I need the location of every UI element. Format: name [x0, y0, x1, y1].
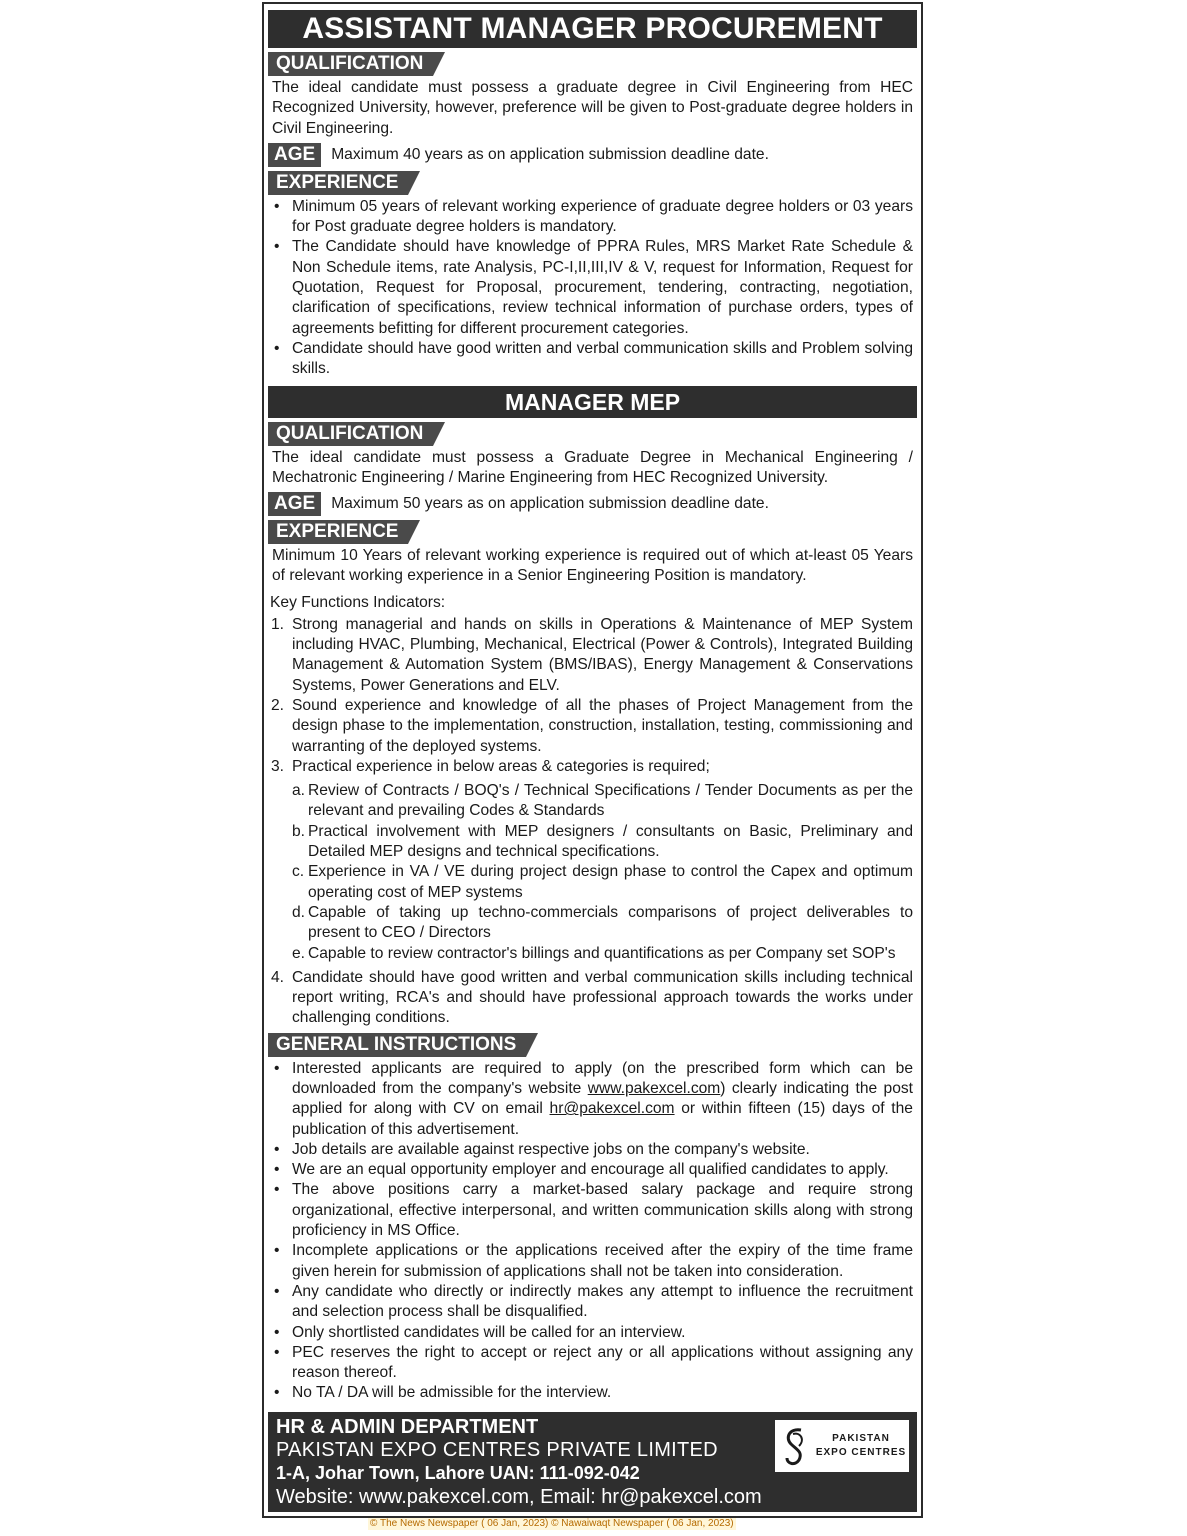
list-item: • Candidate should have good written and verbal communication skills and Problem solving skills. — [292, 339, 913, 380]
list-item: 2. Sound experience and knowledge of all the phases of Project Management from the design phase to the implementation, construction, installation, testing, commissioning and warranting of the deployed systems. — [271, 696, 913, 755]
kfi-heading: Key Functions Indicators: — [270, 593, 446, 611]
list-item: • We are an equal opportunity employer and encourage all qualified candidates to apply. — [292, 1160, 913, 1180]
footer-company: PAKISTAN EXPO CENTRES PRIVATE LIMITED — [276, 1439, 718, 1461]
kfi-list — [270, 615, 913, 1029]
general-instructions-list — [272, 1059, 913, 1404]
job2-experience-label: EXPERIENCE — [268, 520, 408, 544]
expo-logo-icon — [781, 1424, 811, 1470]
job2-qualification-label: QUALIFICATION — [268, 422, 433, 446]
list-item: • No TA / DA will be admissible for the interview. — [292, 1383, 913, 1403]
footer-contact: Website: www.pakexcel.com, Email: hr@pakexcel.com — [276, 1486, 762, 1508]
job1-title: ASSISTANT MANAGER PROCUREMENT — [268, 10, 917, 48]
job1-experience-list — [272, 197, 913, 380]
sub-list-item: a. Review of Contracts / BOQ's / Technical Specifications / Tender Documents as per the relevant and prevailing Codes & Standards — [292, 782, 913, 820]
footer-address: 1-A, Johar Town, Lahore UAN: 111-092-042 — [276, 1463, 640, 1483]
list-item: 4. Candidate should have good written and verbal communication skills including technical report writing, RCA's and should have professional approach towards the works under challenging conditions. — [271, 968, 913, 1027]
list-item: • Minimum 05 years of relevant working experience of graduate degree holders or 03 years for Post graduate degree holders is mandatory. — [292, 197, 913, 238]
list-item: • Interested applicants are required to apply (on the prescribed form which can be downloaded from the company's website www.pakexcel.com) clearly indicating the post applied for along with CV on email hr@pakexcel.com or within fifteen (15) days of the publication of this advertisement. — [292, 1059, 913, 1140]
job2-experience-text: Minimum 10 Years of relevant working experience is required out of which at-least 05 Years of relevant working experience in a Senior Engineering Position is mandatory. — [272, 547, 913, 585]
company-logo — [773, 1418, 911, 1474]
job1-age-label: AGE — [268, 143, 321, 167]
logo-text-2: EXPO CENTRES — [815, 1447, 907, 1458]
sub-list-item: c. Experience in VA / VE during project design phase to control the Capex and optimum operating cost of MEP systems — [292, 863, 913, 901]
website-link[interactable]: www.pakexcel.com — [587, 1079, 721, 1097]
newspaper-credit: © The News Newspaper ( 06 Jan, 2023) © Nawaiwaqt Newspaper ( 06 Jan, 2023) — [370, 1518, 734, 1529]
list-item: 1. Strong managerial and hands on skills in Operations & Maintenance of MEP System including HVAC, Plumbing, Mechanical, Electrical (Power & Controls), Integrated Building Management & Automation System (BMS/IBAS), Energy Management & Conservations Systems, Power Generations and ELV. — [271, 615, 913, 694]
list-item: • Any candidate who directly or indirectly makes any attempt to influence the recruitment and selection process shall be disqualified. — [292, 1282, 913, 1323]
list-item: • PEC reserves the right to accept or reject any or all applications without assigning any reason thereof. — [292, 1343, 913, 1384]
list-item: • Incomplete applications or the applications received after the expiry of the time frame given herein for submission of applications shall not be taken into consideration. — [292, 1241, 913, 1282]
sub-list-item: b. Practical involvement with MEP designers / consultants on Basic, Preliminary and Detailed MEP designs and technical specifications. — [292, 822, 913, 861]
list-item: 3. Practical experience in below areas & categories is required; a. Review of Contracts / BOQ's / Technical Specifications / Tender Documents as per the relevant and prevailing Codes & Standards b. Practical involvement with MEP designers / consultants on Basic, Preliminary and Detailed MEP designs and technical specifications. c. Experience in VA / VE during project design phase to control the Capex and optimum operating cost of MEP systems d. Capable of taking up techno-commercials comparisons of project deliverables to present to CEO / Directors e. Capable to review contractor's billings and quantifications as per Company set SOP's — [292, 757, 913, 964]
list-item: • Job details are available against respective jobs on the company's website. — [292, 1140, 913, 1160]
job1-qualification-label: QUALIFICATION — [268, 52, 433, 76]
job-advertisement — [262, 2, 923, 1518]
job2-age-label: AGE — [268, 492, 321, 516]
general-instructions-label: GENERAL INSTRUCTIONS — [268, 1033, 526, 1057]
list-item: • Only shortlisted candidates will be called for an interview. — [292, 1323, 913, 1343]
job1-experience-label: EXPERIENCE — [268, 171, 408, 195]
sub-list-item: e. Capable to review contractor's billings and quantifications as per Company set SOP's — [292, 944, 896, 962]
footer-department: HR & ADMIN DEPARTMENT — [276, 1416, 539, 1438]
kfi-sub-list — [292, 781, 913, 964]
footer — [268, 1412, 917, 1512]
job1-qualification-text: The ideal candidate must possess a graduate degree in Civil Engineering from HEC Recognized University, however, preference will be given to Post-graduate degree holders in Civil Engineering. — [272, 79, 913, 137]
email-link[interactable]: hr@pakexcel.com — [549, 1100, 675, 1118]
list-item: • The Candidate should have knowledge of PPRA Rules, MRS Market Rate Schedule & Non Schedule items, rate Analysis, PC-I,II,III,IV & V, request for Information, Request for Quotation, Request for Proposal, procurement, tendering, contracting, negotiation, clarification of specifications, review technical information of purchase orders, types of agreements befitting for different procurement categories. — [292, 237, 913, 338]
job1-age-text: Maximum 40 years as on application submission deadline date. — [331, 145, 769, 163]
job2-qualification-text: The ideal candidate must possess a Graduate Degree in Mechanical Engineering / Mechatronic Engineering / Marine Engineering from HEC Recognized University. — [272, 448, 913, 486]
job2-title: MANAGER MEP — [268, 386, 917, 418]
job2-age-text: Maximum 50 years as on application submission deadline date. — [331, 495, 769, 513]
sub-list-item: d. Capable of taking up techno-commercials comparisons of project deliverables to present to CEO / Directors — [292, 903, 913, 942]
list-item: • The above positions carry a market-based salary package and require strong organizational, effective interpersonal, and written communication skills along with strong proficiency in MS Office. — [292, 1180, 913, 1241]
logo-text-1: PAKISTAN — [832, 1433, 890, 1444]
